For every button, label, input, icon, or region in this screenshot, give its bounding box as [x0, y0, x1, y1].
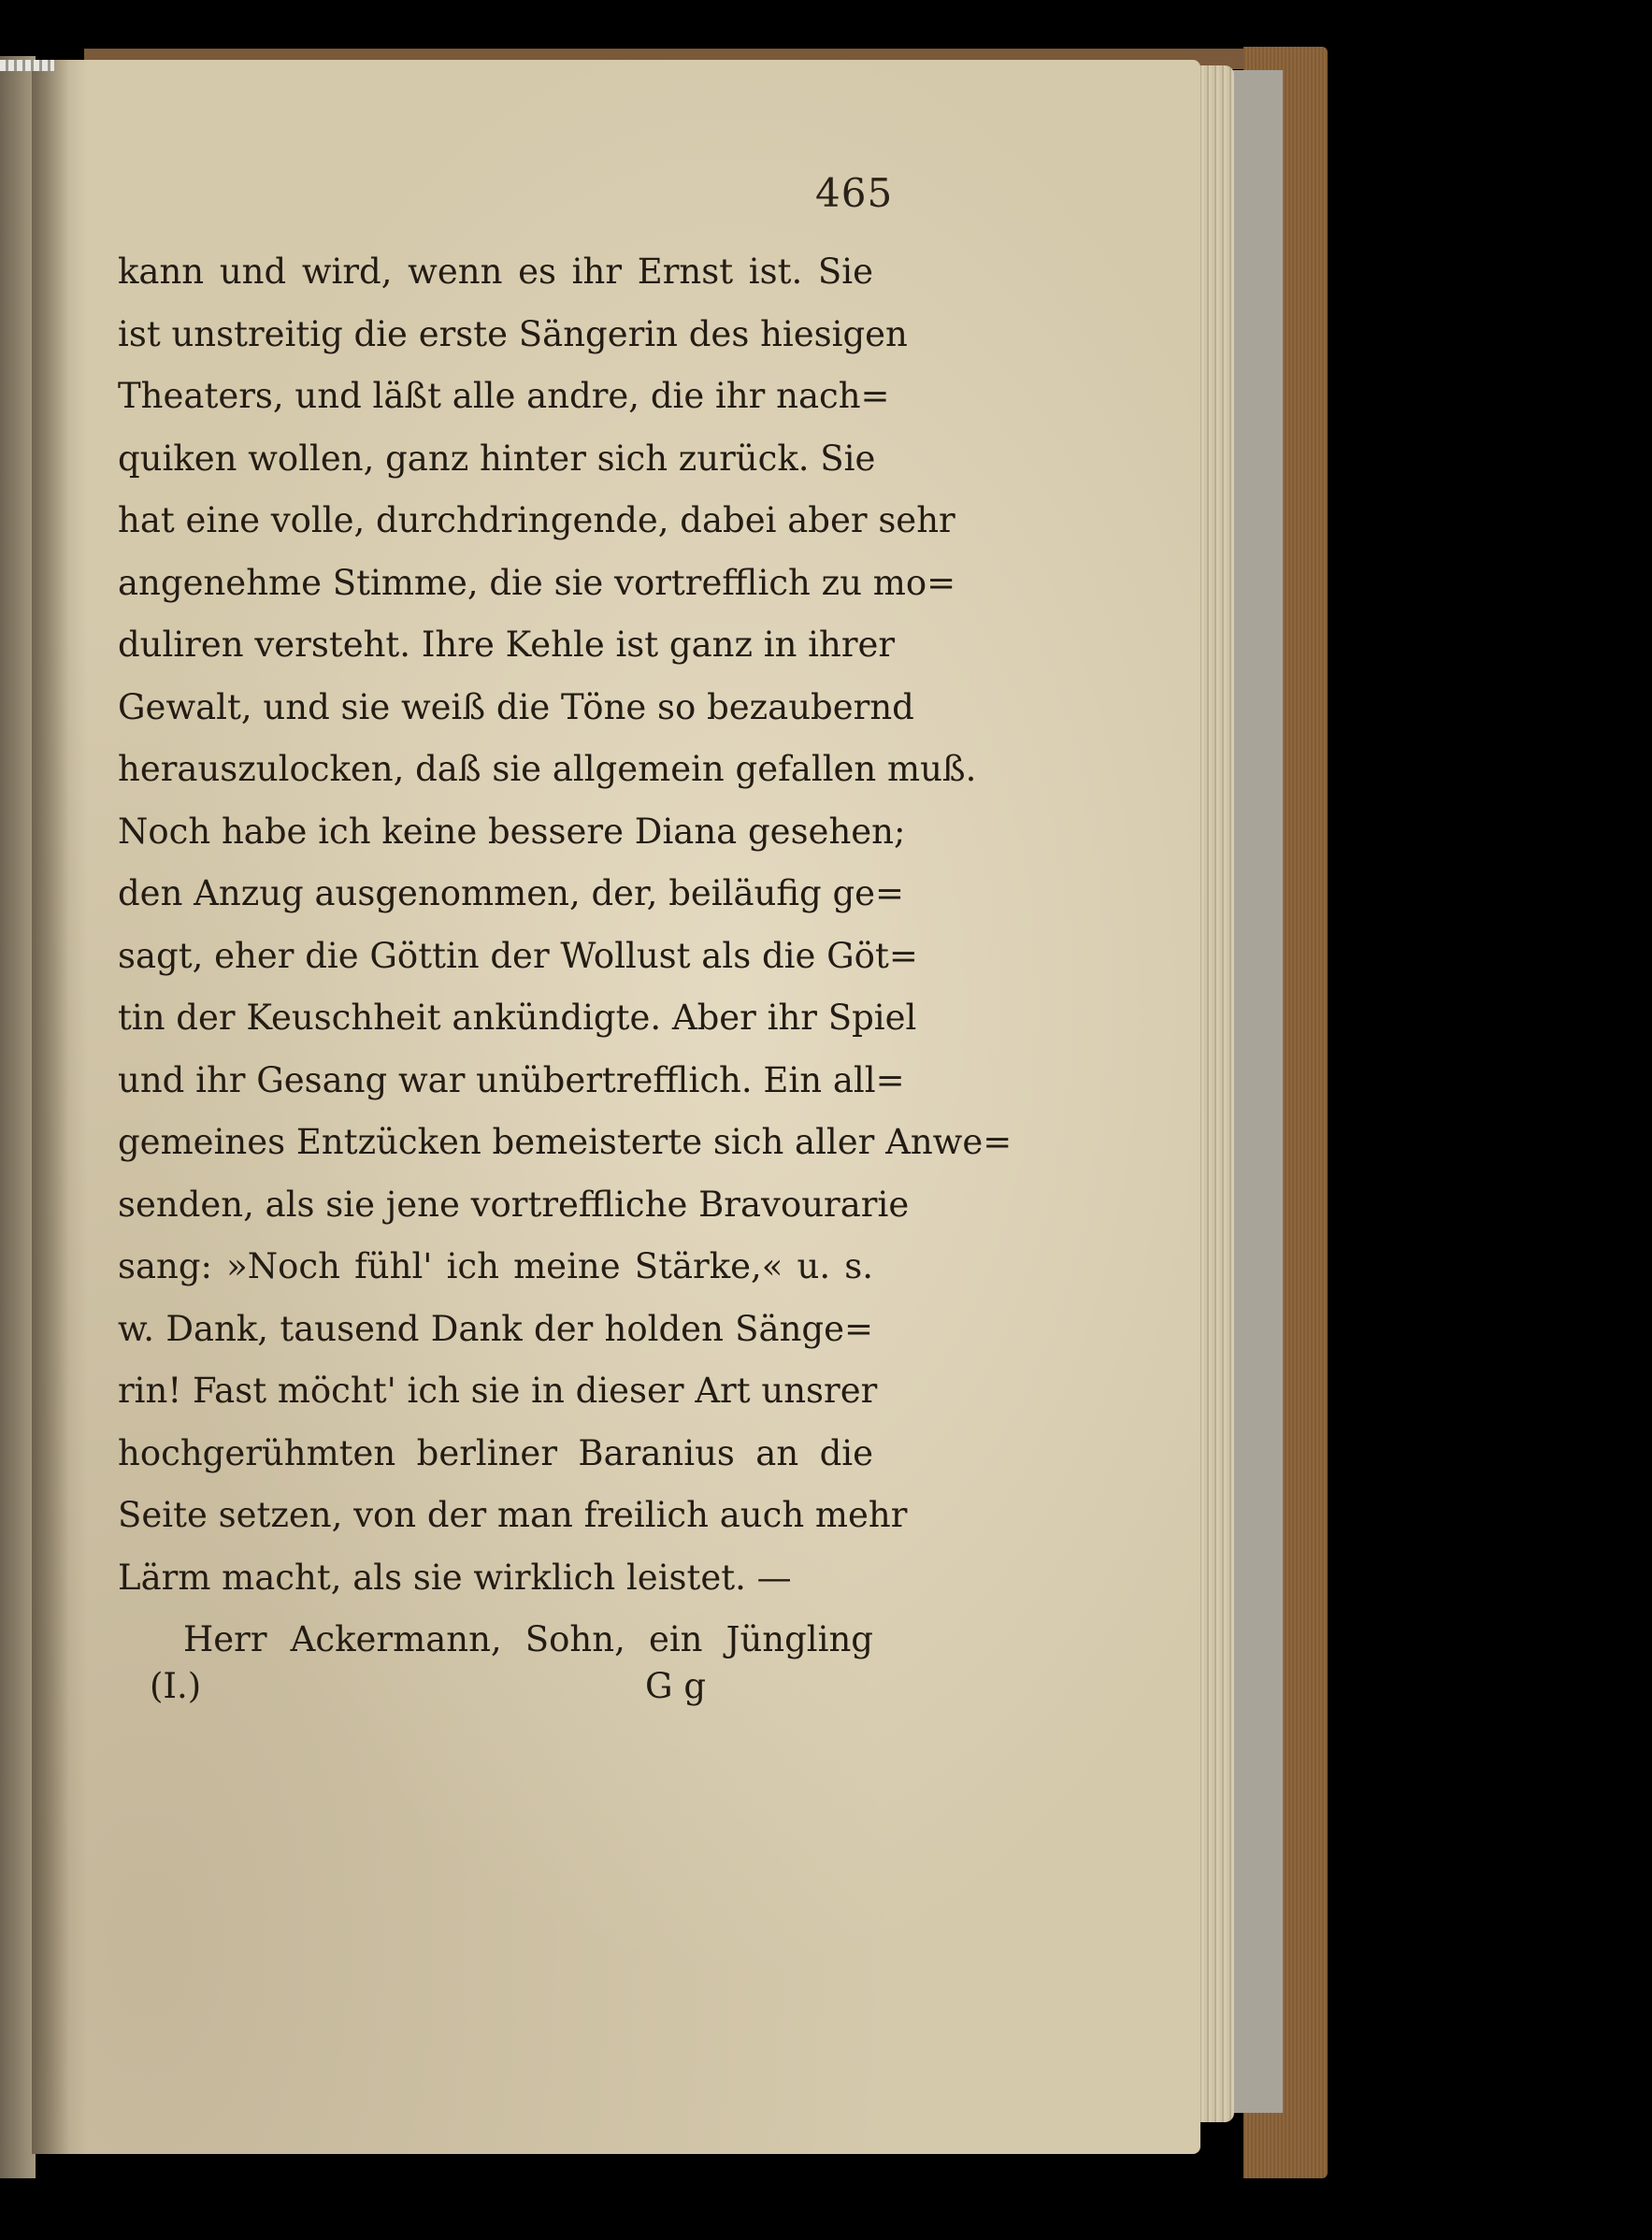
previous-page-edge — [0, 56, 36, 2178]
text-line: Theaters, und läßt alle andre, die ihr nach= — [118, 376, 890, 416]
text-line: herauszulocken, daß sie allgemein gefallen muß. — [118, 749, 977, 789]
text-line: kann und wird, wenn es ihr Ernst ist. Sie — [118, 251, 873, 292]
volume-mark: (I.) — [150, 1666, 202, 1706]
binding-thread — [0, 60, 54, 71]
text-line: Noch habe ich keine bessere Diana gesehen; — [118, 811, 906, 852]
text-line: quiken wollen, ganz hinter sich zurück. Sie — [118, 438, 876, 479]
text-line: duliren versteht. Ihre Kehle ist ganz in ihrer — [118, 625, 896, 665]
text-line: ist unstreitig die erste Sängerin des hiesigen — [118, 313, 908, 354]
text-line: senden, als sie jene vortreffliche Bravourarie — [118, 1184, 910, 1225]
text-line: Lärm macht, als sie wirklich leistet. — — [118, 1557, 792, 1598]
text-line: sagt, eher die Göttin der Wollust als die Göt= — [118, 935, 918, 976]
signature-mark: G g — [645, 1666, 707, 1706]
page-number: 465 — [815, 170, 894, 216]
text-line: w. Dank, tausend Dank der holden Sänge= — [118, 1308, 873, 1349]
text-line: gemeines Entzücken bemeisterte sich aller Anwe= — [118, 1122, 1013, 1162]
text-line: rin! Fast möcht' ich sie in dieser Art unsrer — [118, 1371, 878, 1411]
text-line: hat eine volle, durchdringende, dabei aber sehr — [118, 500, 955, 540]
text-line: Seite setzen, von der man freilich auch mehr — [118, 1495, 908, 1535]
gutter-shadow — [32, 60, 69, 2154]
body-text — [118, 241, 1013, 1672]
text-line: den Anzug ausgenommen, der, beiläufig ge= — [118, 873, 905, 913]
text-line: tin der Keuschheit ankündigte. Aber ihr Spiel — [118, 998, 917, 1038]
text-line: Gewalt, und sie weiß die Töne so bezaubernd — [118, 686, 914, 727]
text-line: sang: »Noch fühl' ich meine Stärke,« u. s. — [118, 1246, 873, 1286]
catchline: Herr Ackermann, Sohn, ein Jüngling — [183, 1619, 873, 1659]
text-line: hochgerühmten berliner Baranius an die — [118, 1432, 873, 1473]
text-line: und ihr Gesang war unübertrefflich. Ein all= — [118, 1059, 905, 1100]
text-line: angenehme Stimme, die sie vortrefflich zu mo= — [118, 562, 956, 603]
